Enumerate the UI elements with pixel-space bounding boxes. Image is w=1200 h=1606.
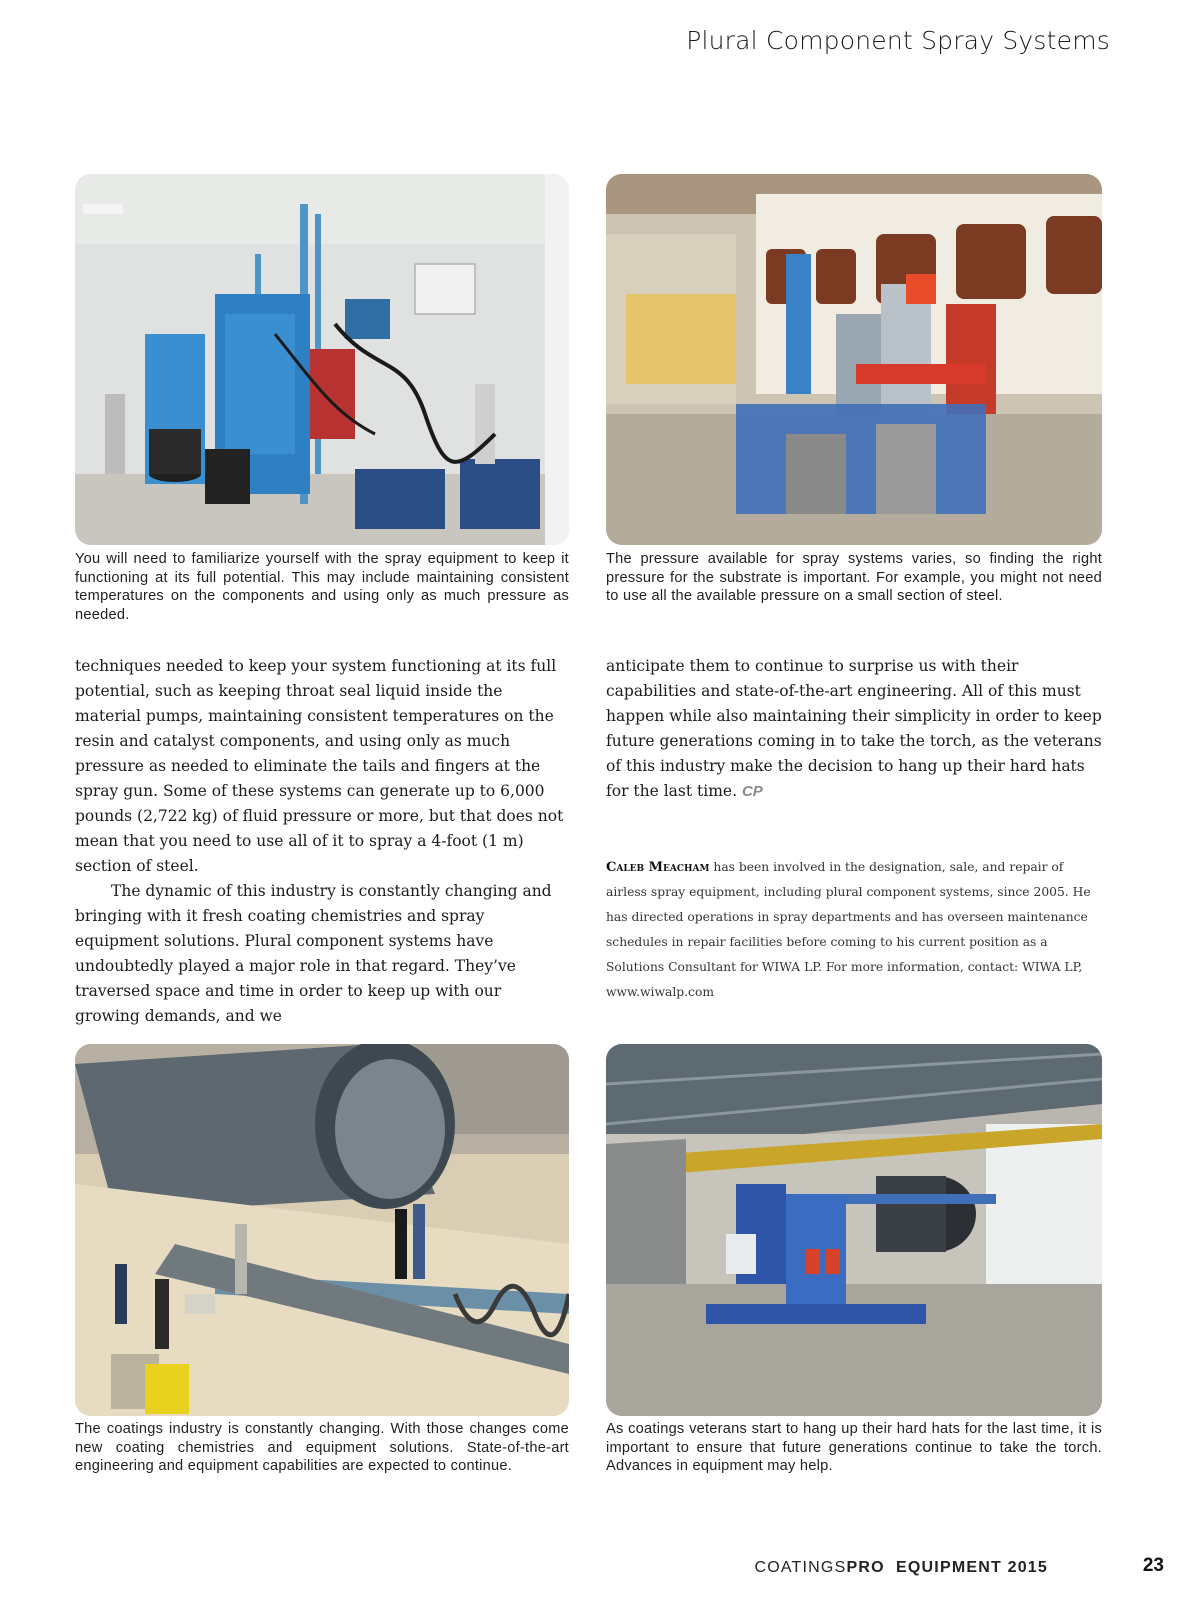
photo-caption: As coatings veterans start to hang up their hard hats for the last time, it is important to ensure that future generations continue to take the torch. Advances in equipment may help. bbox=[606, 1421, 1102, 1474]
article-paragraph: The dynamic of this industry is constantly changing and bringing with it fresh coating chemistries and spray equipment solutions. Plural component systems have undoubtedly played a major role in that regard. They’ve traversed space and time in order to keep up with our growing demands, and we bbox=[75, 882, 552, 1025]
article-paragraph: anticipate them to continue to surprise us with their capabilities and state-of-the-art engineering. All of this must happen while also maintaining their simplicity in order to keep future generations coming in to take the torch, as the veterans of this industry make the decision to hang up their hard hats for the last time. bbox=[606, 657, 1102, 800]
running-header-title: Plural Component Spray Systems bbox=[686, 26, 1110, 55]
photo-spray-equipment-room bbox=[75, 174, 569, 545]
footer-brand-light: COATINGS bbox=[754, 1559, 847, 1576]
page-number: 23 bbox=[1142, 1555, 1164, 1576]
article-right-column bbox=[606, 654, 1102, 804]
author-bio-text: has been involved in the designation, sale, and repair of airless spray equipment, including plural component systems, since 2005. He has directed operations in spray departments and has overseen maintenance schedules in repair facilities before coming to his current position as a Solutions Consultant for WIWA LP. For more information, contact: WIWA LP, www.wiwalp.com bbox=[606, 860, 1091, 999]
photo-pressure-equipment bbox=[606, 174, 1102, 545]
author-bio bbox=[606, 855, 1102, 1005]
end-mark-cp: CP bbox=[741, 783, 763, 800]
footer-publication bbox=[754, 1559, 1048, 1577]
photo-caption: The coatings industry is constantly changing. With those changes come new coating chemistries and equipment solutions. State-of-the-art engineering and equipment capabilities are expected to continue. bbox=[75, 1421, 569, 1474]
footer-issue: EQUIPMENT 2015 bbox=[896, 1559, 1048, 1576]
photo-pipe-factory bbox=[606, 1044, 1102, 1416]
photo-caption: You will need to familiarize yourself with the spray equipment to keep it functioning at its full potential. This may include maintaining consistent temperatures on the components and using only as much pressure as needed. bbox=[75, 551, 569, 623]
article-left-column bbox=[75, 654, 569, 1029]
photo-caption: The pressure available for spray systems varies, so finding the right pressure for the substrate is important. For example, you might not need to use all the available pressure on a small section of steel. bbox=[606, 551, 1102, 604]
photo-pipe-inspection bbox=[75, 1044, 569, 1416]
footer-brand-bold: PRO bbox=[846, 1559, 885, 1576]
article-paragraph: techniques needed to keep your system functioning at its full potential, such as keeping throat seal liquid inside the material pumps, maintaining consistent temperatures on the resin and catalyst components, and using only as much pressure as needed to eliminate the tails and fingers at the spray gun. Some of these systems can generate up to 6,000 pounds (2,722 kg) of fluid pressure or more, but that does not mean that you need to use all of it to spray a 4-foot (1 m) section of steel. bbox=[75, 657, 564, 875]
author-name: Caleb Meacham bbox=[606, 860, 710, 875]
